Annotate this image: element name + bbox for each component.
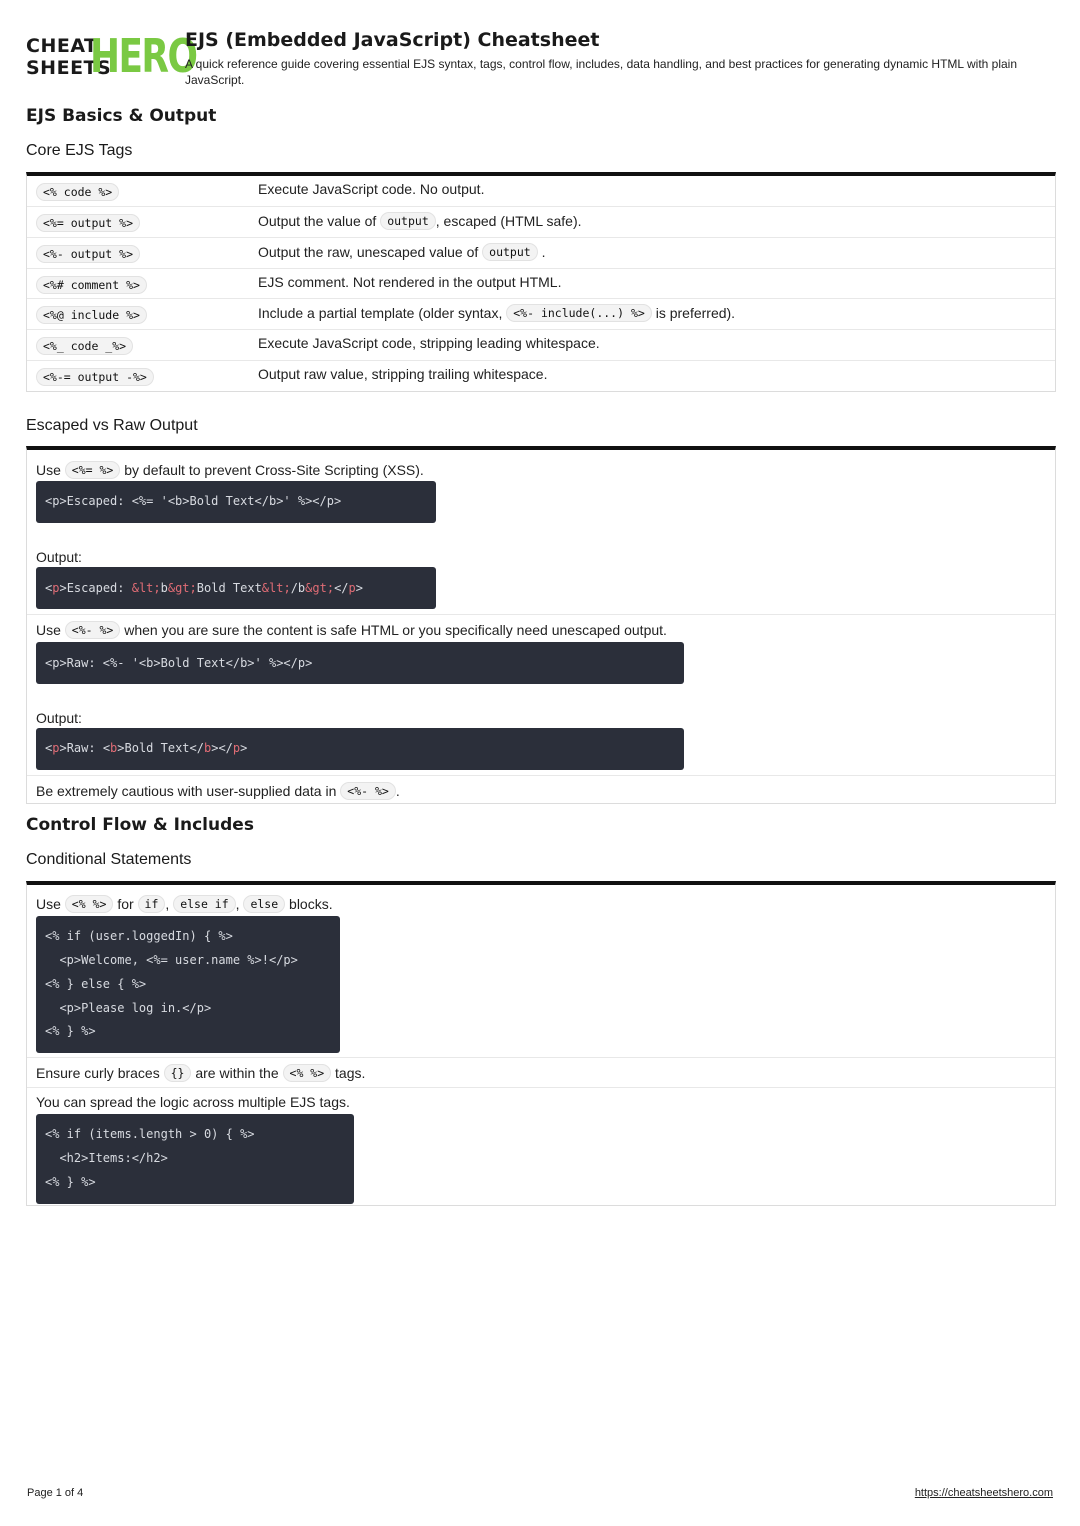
inline-code: {} — [164, 1064, 192, 1082]
inline-code: output — [380, 212, 436, 230]
tag-code: <%-= output -%> — [36, 368, 154, 386]
cheatsheets-hero-logo[interactable] — [26, 29, 197, 83]
site-link[interactable]: https://cheatsheetshero.com — [914, 1487, 1053, 1499]
table-row — [27, 329, 1055, 359]
page-number: Page 1 of 4 — [27, 1487, 84, 1499]
tag-code: <%- output %> — [36, 245, 140, 263]
logo-sheets-text: SHEETS — [26, 57, 112, 79]
caution-tip: Be extremely cautious with user-supplied data in <%- %> . — [36, 783, 400, 799]
inline-code: <%- include(...) %> — [506, 304, 652, 322]
code-block-raw: <p>Raw: <%- '<b>Bold Text</b>' %></p> — [36, 642, 684, 684]
table-row — [27, 268, 1055, 298]
code-block-escaped-output: <p>Escaped: &lt;b&gt;Bold Text&lt;/b&gt;</p> — [36, 567, 436, 609]
code-block-raw-output: <p>Raw: <b>Bold Text</b></p> — [36, 728, 684, 770]
table-row — [27, 298, 1055, 328]
inline-code: <%= %> — [65, 461, 121, 479]
tag-description: Output the raw, unescaped value of output . — [258, 244, 546, 260]
table-row — [27, 237, 1055, 267]
inline-code: output — [482, 243, 538, 261]
table-row — [27, 360, 1055, 390]
inline-code: <%- %> — [340, 782, 396, 800]
output-label: Output: — [36, 549, 82, 565]
output-label: Output: — [36, 710, 82, 726]
tag-description: Output the value of output , escaped (HTML safe). — [258, 213, 582, 229]
subsection-title-core-tags: Core EJS Tags — [26, 142, 133, 159]
subsection-title-conditionals: Conditional Statements — [26, 851, 192, 868]
conditionals-card — [26, 881, 1056, 1206]
inline-code: if — [138, 895, 166, 913]
section-title-basics: EJS Basics & Output — [26, 106, 217, 126]
escaped-raw-card — [26, 446, 1056, 804]
tag-code: <% code %> — [36, 183, 119, 201]
code-block-items: <% if (items.length > 0) { %> <h2>Items:</h2> <% } %> — [36, 1114, 354, 1204]
subsection-title-escaped-raw: Escaped vs Raw Output — [26, 417, 198, 434]
table-row — [27, 176, 1055, 206]
inline-code: <%- %> — [65, 621, 121, 639]
tag-description: Include a partial template (older syntax, <%- include(...) %> is preferred). — [258, 305, 736, 321]
tag-code: <%_ code _%> — [36, 337, 133, 355]
tag-description: Execute JavaScript code, stripping leading whitespace. — [258, 335, 600, 351]
tag-description: Execute JavaScript code. No output. — [258, 181, 485, 197]
page-header — [26, 28, 1056, 92]
page-subtitle: A quick reference guide covering essential EJS syntax, tags, control flow, includes, data handling, and best practices for generating dynamic HTML with plain JavaScript. — [185, 57, 1018, 87]
tag-description: Output raw value, stripping trailing whitespace. — [258, 366, 548, 382]
tag-code: <%@ include %> — [36, 306, 147, 324]
logo-hero-text: HERO — [90, 29, 197, 83]
code-block-if-else: <% if (user.loggedIn) { %> <p>Welcome, <%= user.name %>!</p> <% } else { %> <p>Please log in.</p> <% } %> — [36, 916, 340, 1053]
conditional-tip: Use <% %> for if , else if , else blocks. — [36, 896, 333, 912]
code-block-escaped: <p>Escaped: <%= '<b>Bold Text</b>' %></p> — [36, 481, 436, 523]
inline-code: <% %> — [283, 1064, 332, 1082]
tag-description: EJS comment. Not rendered in the output HTML. — [258, 274, 562, 290]
table-row — [27, 206, 1055, 236]
inline-code: else if — [173, 895, 235, 913]
escaped-tip: Use <%= %> by default to prevent Cross-Site Scripting (XSS). — [36, 462, 424, 478]
page-title: EJS (Embedded JavaScript) Cheatsheet — [185, 29, 600, 51]
tag-code: <%# comment %> — [36, 276, 147, 294]
logo-cheat-text: CHEAT — [26, 35, 98, 57]
tag-code: <%= output %> — [36, 214, 140, 232]
section-title-control: Control Flow & Includes — [26, 815, 254, 835]
inline-code: <% %> — [65, 895, 114, 913]
spread-logic-tip: You can spread the logic across multiple EJS tags. — [36, 1094, 350, 1110]
raw-tip: Use <%- %> when you are sure the content is safe HTML or you specifically need unescaped output. — [36, 622, 667, 638]
inline-code: else — [243, 895, 285, 913]
core-tags-table — [26, 172, 1056, 392]
curly-braces-tip: Ensure curly braces {} are within the <% %> tags. — [36, 1065, 366, 1081]
